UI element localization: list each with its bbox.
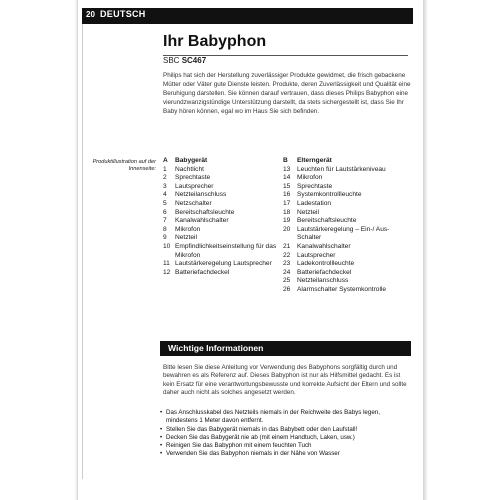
item-label: Systemkontrollleuchte	[297, 191, 362, 199]
item-number: 23	[283, 260, 291, 268]
item-label: Netzteilanschluss	[175, 191, 227, 199]
item-number: 8	[163, 225, 167, 233]
section-heading: Wichtige Informationen	[168, 343, 264, 353]
item-label: Lautsprecher	[297, 251, 336, 259]
parts-list-item	[283, 226, 411, 243]
item-label: Lautstärkeregelung – Ein-/ Aus-Schalter	[297, 225, 390, 242]
info-paragraph: Bitte lesen Sie diese Anleitung vor Verwendung des Babyphons sorgfältig durch und bewahren es als Referenz auf. Dieses Babyphon ist nur als Hilfsmittel gedacht. Es ist kein Ersatz für eine verantwortungsbewusste und korrekte Aufsicht der Eltern und sollte daher auch nicht als solches angesetzt werden.	[163, 364, 407, 396]
page-number: 20	[86, 10, 95, 19]
item-label: Leuchten für Lautstärkeniveau	[297, 165, 386, 173]
item-number: 6	[163, 208, 167, 216]
parts-list-item	[283, 200, 411, 209]
item-label: Sprechtaste	[175, 174, 211, 182]
item-label: Lautstärkeregelung Lautsprecher	[175, 260, 272, 268]
item-label: Ladestation	[297, 199, 332, 207]
item-label: Sprechtaste	[297, 182, 333, 190]
safety-bullet-list	[160, 409, 412, 459]
item-label: Bereitschaftsleuchte	[297, 217, 357, 225]
item-label: Mikrofon	[175, 225, 201, 233]
item-label: Nachtlicht	[175, 165, 204, 173]
item-number: 3	[163, 182, 167, 190]
model-subtitle	[163, 56, 206, 65]
item-number: 26	[283, 285, 291, 293]
safety-bullet: • Das Anschlusskabel des Netzteils niemals in der Reichweite des Babys legen, mindestens 1 Meter davon entfernt.	[160, 409, 412, 426]
section-letter: B	[283, 157, 288, 164]
item-label: Bereitschaftsleuchte	[175, 208, 235, 216]
section-heading-bar	[160, 341, 411, 356]
parts-list-item	[163, 217, 281, 226]
parts-list-item	[163, 269, 281, 278]
item-label: Mikrofon	[297, 174, 323, 182]
safety-bullet: • Reinigen Sie das Babyphon mit einem feuchten Tuch	[160, 442, 412, 450]
item-number: 19	[283, 217, 291, 225]
illustration-label: Produktillustration auf der Innenseite:	[92, 159, 156, 173]
model-prefix: SBC	[163, 56, 180, 65]
intro-paragraph: Philips hat sich der Herstellung zuverlässiger Produkte gewidmet, die frisch gebackene Mütter oder Väter gute Dienste leisten. Produkte, deren Zuverlässigkeit und Qualität eine Beruhigung darstellen. Sie können darauf vertrauen, dass dieses Philips Babyphon eine vierundzwanzigstündige Unterstützung darstellt, da stets sichergestellt ist, dass Sie Ihr Baby hören können, egal wo im Haus Sie sich befinden.	[163, 72, 411, 115]
parts-list-header	[163, 157, 281, 166]
parts-list-item	[283, 183, 411, 192]
parts-list-item	[163, 191, 281, 200]
section-title: Babygerät	[175, 157, 208, 164]
parts-list-item	[283, 252, 411, 261]
item-label: Alarmschalter Systemkontrolle	[297, 285, 387, 293]
parts-list-item	[163, 174, 281, 183]
parts-list-item	[283, 217, 411, 226]
parts-list-baby-unit	[163, 157, 281, 277]
item-label: Netzschalter	[175, 199, 212, 207]
parts-list-item	[163, 226, 281, 235]
section-title: Elterngerät	[297, 157, 332, 164]
item-label: Empfindlichkeitseinstellung für das Mikrofon	[175, 242, 277, 259]
parts-list-item	[283, 277, 411, 286]
item-label: Netzteilanschluss	[297, 277, 349, 285]
parts-list-item	[283, 209, 411, 218]
page-edge-right	[423, 0, 428, 500]
parts-list-item	[283, 286, 411, 295]
page-header	[82, 8, 417, 24]
item-number: 16	[283, 191, 291, 199]
safety-bullet: • Stellen Sie das Babygerät niemals in das Babybett oder den Laufstall!	[160, 426, 412, 434]
model-number: SC467	[181, 56, 207, 65]
item-number: 15	[283, 182, 291, 190]
item-number: 10	[163, 242, 171, 250]
item-label: Lautsprecher	[175, 182, 214, 190]
section-letter: A	[163, 157, 168, 164]
safety-bullet: • Decken Sie das Babygerät nie ab (mit einem Handtuch, Laken, usw.)	[160, 434, 412, 442]
item-number: 9	[163, 234, 167, 242]
parts-list-item	[283, 269, 411, 278]
item-number: 17	[283, 199, 291, 207]
item-label: Kanalwahlschalter	[297, 242, 351, 250]
parts-list-item	[163, 183, 281, 192]
parts-list-item	[163, 243, 281, 260]
parts-list-item	[283, 191, 411, 200]
parts-list-item	[163, 234, 281, 243]
parts-list-parent-unit	[283, 157, 411, 295]
language-label: DEUTSCH	[100, 9, 146, 19]
item-number: 7	[163, 217, 167, 225]
item-number: 18	[283, 208, 291, 216]
item-number: 13	[283, 165, 291, 173]
item-number: 1	[163, 165, 167, 173]
item-number: 11	[163, 260, 170, 268]
margin-rule	[82, 24, 83, 479]
item-number: 22	[283, 251, 291, 259]
item-number: 25	[283, 277, 291, 285]
item-label: Netzteil	[175, 234, 197, 242]
item-number: 5	[163, 199, 167, 207]
page-title: Ihr Babyphon	[163, 33, 267, 50]
item-number: 21	[283, 242, 291, 250]
item-number: 2	[163, 174, 167, 182]
item-number: 12	[163, 268, 171, 276]
item-label: Ladekontrollleuchte	[297, 260, 355, 268]
parts-list-item	[283, 174, 411, 183]
parts-list-header	[283, 157, 411, 166]
parts-list-item	[163, 166, 281, 175]
parts-list-item	[163, 260, 281, 269]
parts-list-item	[163, 200, 281, 209]
item-number: 20	[283, 225, 291, 233]
item-label: Batteriefachdeckel	[297, 268, 352, 276]
item-number: 4	[163, 191, 167, 199]
parts-list-item	[283, 260, 411, 269]
item-label: Batteriefachdeckel	[175, 268, 230, 276]
item-number: 24	[283, 268, 291, 276]
parts-list-item	[283, 166, 411, 175]
item-number: 14	[283, 174, 291, 182]
item-label: Netzteil	[297, 208, 319, 216]
safety-bullet: • Verwenden Sie das Babyphon niemals in der Nähe von Wasser	[160, 450, 412, 458]
parts-list-item	[163, 209, 281, 218]
parts-list-item	[283, 243, 411, 252]
item-label: Kanalwahlschalter	[175, 217, 229, 225]
